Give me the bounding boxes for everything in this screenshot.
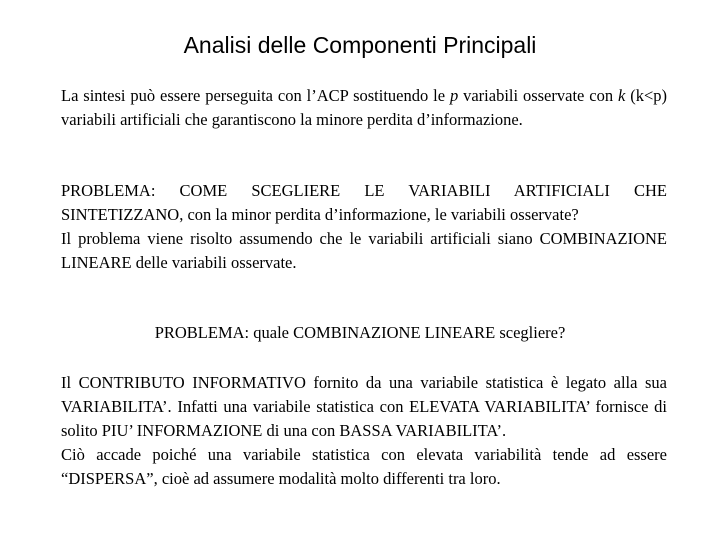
problem-answer: Il problema viene risolto assumendo che le variabili artificiali siano COMBINAZIONE LINEARE delle variabili osservate.: [61, 229, 667, 272]
intro-paragraph: [61, 84, 667, 132]
combination-question: PROBLEMA: quale COMBINAZIONE LINEARE scegliere?: [154, 323, 566, 342]
problem-paragraph: [61, 179, 667, 275]
variable-k: k: [617, 86, 626, 105]
intro-text-part1: La sintesi può essere perseguita con l’ACP sostituendo le: [61, 86, 450, 105]
variability-paragraph: [61, 371, 667, 491]
slide-title: Analisi delle Componenti Principali: [183, 32, 537, 58]
variable-p: p: [449, 86, 459, 105]
variability-statement: Il CONTRIBUTO INFORMATIVO fornito da una variabile statistica è legato alla sua VARIABILITA’. Infatti una variabile statistica con ELEVATA VARIABILITA’ fornisce di solito PIU’ INFORMAZIONE di una con BASSA VARIABILITA’.: [61, 373, 667, 440]
intro-text: [61, 84, 667, 132]
intro-text-part2: variabili osservate con: [458, 86, 618, 105]
dispersion-statement: Ciò accade poiché una variabile statistica con elevata variabilità tende ad essere “DISPERSA”, cioè ad assumere modalità molto differenti tra loro.: [61, 445, 667, 488]
intro-text-part3: (k<p) variabili artificiali che garantiscono la minore perdita d’informazione.: [61, 86, 668, 129]
problem-question: PROBLEMA: COME SCEGLIERE LE VARIABILI ARTIFICIALI CHE SINTETIZZANO, con la minor perdita d’informazione, le variabili osservate?: [61, 181, 667, 224]
